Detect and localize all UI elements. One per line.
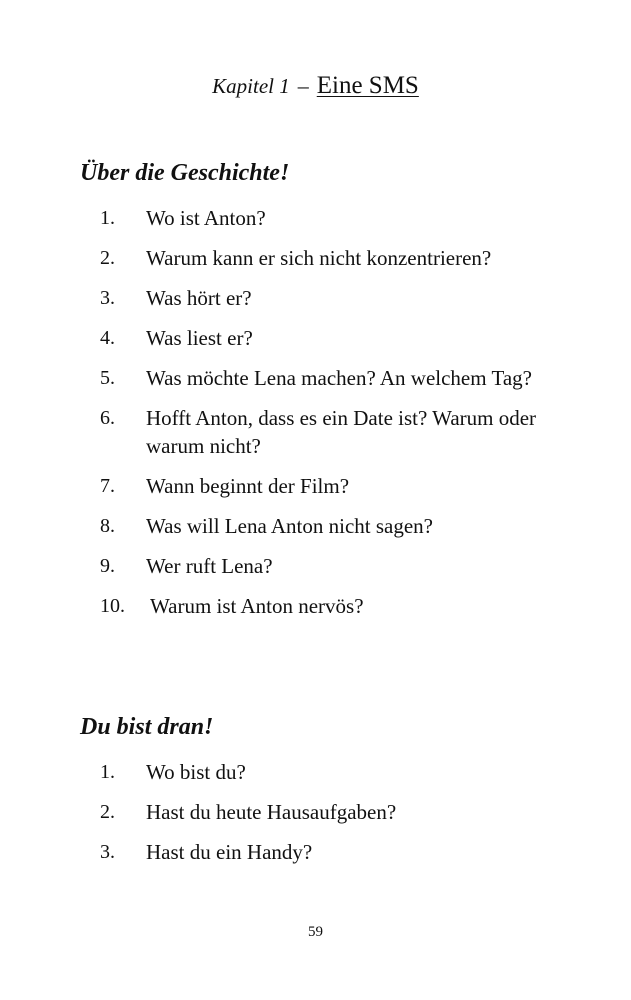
item-number: 3. xyxy=(100,841,115,863)
item-text: Wann beginnt der Film? xyxy=(146,474,350,498)
list-item xyxy=(100,838,570,866)
item-number: 8. xyxy=(100,515,115,537)
list-item xyxy=(100,552,570,580)
question-list-your-turn xyxy=(100,758,570,878)
item-text: Was möchte Lena machen? An welchem Tag? xyxy=(146,366,532,390)
list-item xyxy=(100,364,570,392)
list-item xyxy=(100,758,570,786)
list-item xyxy=(100,244,570,272)
item-number: 7. xyxy=(100,475,115,497)
list-item xyxy=(100,284,570,312)
chapter-title: Eine SMS xyxy=(316,72,419,99)
item-number: 1. xyxy=(100,207,115,229)
item-number: 2. xyxy=(100,247,115,269)
item-text: Wo bist du? xyxy=(146,760,246,784)
list-item xyxy=(100,404,570,460)
question-list-story xyxy=(100,204,570,632)
item-text: Was will Lena Anton nicht sagen? xyxy=(146,514,433,538)
item-number: 6. xyxy=(100,407,115,429)
page-number: 59 xyxy=(308,924,323,940)
item-text: Warum ist Anton nervös? xyxy=(150,594,364,618)
item-number: 10. xyxy=(100,595,125,617)
section-heading-your-turn: Du bist dran! xyxy=(80,714,214,740)
list-item xyxy=(100,324,570,352)
chapter-dash: – xyxy=(297,73,309,98)
item-text: Wer ruft Lena? xyxy=(146,554,273,578)
chapter-label: Kapitel 1 xyxy=(212,74,290,98)
item-number: 5. xyxy=(100,367,115,389)
chapter-header xyxy=(0,72,631,100)
item-text: Was hört er? xyxy=(146,286,252,310)
item-number: 3. xyxy=(100,287,115,309)
item-text: Was liest er? xyxy=(146,326,253,350)
list-item xyxy=(100,798,570,826)
item-text: Hofft Anton, dass es ein Date ist? Warum oder warum nicht? xyxy=(146,406,537,458)
item-text: Hast du ein Handy? xyxy=(146,840,313,864)
item-text: Hast du heute Hausaufgaben? xyxy=(146,800,397,824)
item-number: 9. xyxy=(100,555,115,577)
section-heading-story: Über die Geschichte! xyxy=(80,160,290,186)
item-number: 4. xyxy=(100,327,115,349)
item-text: Wo ist Anton? xyxy=(146,206,266,230)
list-item xyxy=(100,512,570,540)
item-number: 2. xyxy=(100,801,115,823)
list-item xyxy=(100,204,570,232)
item-number: 1. xyxy=(100,761,115,783)
list-item xyxy=(100,592,570,620)
item-text: Warum kann er sich nicht konzentrieren? xyxy=(146,246,492,270)
list-item xyxy=(100,472,570,500)
